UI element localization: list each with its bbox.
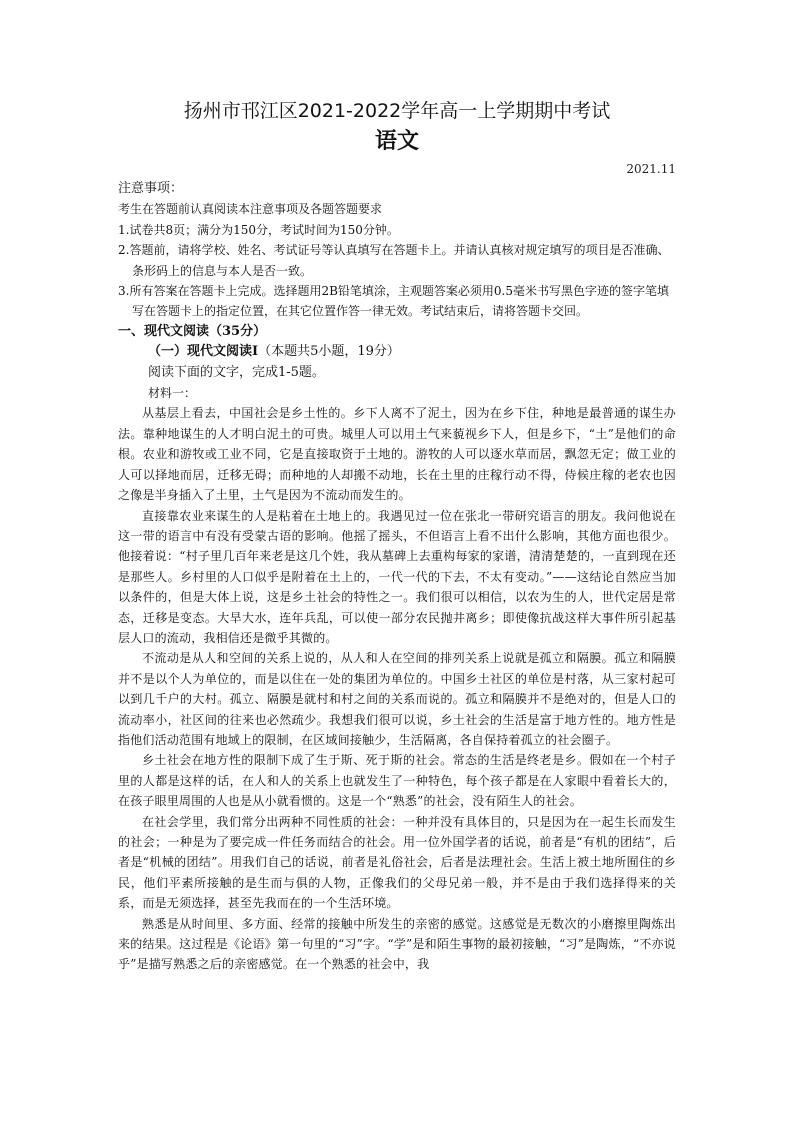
passage-paragraph: 熟悉是从时间里、多方面、经常的接触中所发生的亲密的感觉。这感觉是无数次的小磨擦里陶炼出来的结果。这过程是《论语》第一句里的“习”字。“学”是和陌生事物的最初接触，“习”是陶炼，“不亦说乎”是描写熟悉之后的亲密感觉。在一个熟悉的社会中，我 xyxy=(118,916,676,972)
notes-item-3: 3.所有答案在答题卡上完成。选择题用2B铅笔填涂，主观题答案必须用0.5毫米书写黑色字迹的签字笔填写在答题卡上的指定位置，在其它位置作答一律无效。考试结束后，请将答题卡交回。 xyxy=(118,284,669,319)
section-heading: 一、现代文阅读（35分） xyxy=(118,323,267,339)
exam-title: 扬州市邗江区2021-2022学年高一上学期期中考试 xyxy=(183,100,611,122)
subsection-detail: （本题共5小题，19分） xyxy=(258,344,400,360)
exam-date: 2021.11 xyxy=(626,162,676,176)
passage-paragraph: 直接靠农业来谋生的人是粘着在土地上的。我遇见过一位在张北一带研究语言的朋友。我问他说在这一带的语言中有没有受蒙古语的影响。他摇了摇头，不但语言上看不出什么影响，其他方面也很少。他接着说：“村子里几百年来老是这几个姓，我从墓碑上去重构每家的家谱，清清楚楚的，一直到现在还是那些人。乡村里的人口似乎是附着在土上的，一代一代的下去，不太有变动。”——这结论自然应当加以条件的，但是大体上说，这是乡土社会的特性之一。我们很可以相信，以农为生的人，世代定居是常态，迁移是变态。大旱大水，连年兵乱，可以使一部分农民抛井离乡；即使像抗战这样大事件所引起基层人口的流动，我相信还是微乎其微的。 xyxy=(118,508,676,645)
subject-title: 语文 xyxy=(374,129,419,154)
passage-paragraph: 在社会学里，我们常分出两种不同性质的社会：一种并没有具体目的，只是因为在一起生长而发生的社会；一种是为了要完成一件任务而结合的社会。用一位外国学者的话说，前者是“有机的团结”，后者是“机械的团结”。用我们自己的话说，前者是礼俗社会，后者是法理社会。生活上被土地所囿住的乡民，他们平素所接触的是生而与俱的人物，正像我们的父母兄弟一般，并不是由于我们选择得来的关系，而是无须选择，甚至先我而在的一个生活环境。 xyxy=(118,814,676,911)
reading-instruction: 阅读下面的文字，完成1-5题。 xyxy=(148,364,325,380)
notes-intro: 考生在答题前认真阅读本注意事项及各题答题要求 xyxy=(118,202,383,217)
passage-paragraph: 乡土社会在地方性的限制下成了生于斯、死于斯的社会。常态的生活是终老是乡。假如在一个村子里的人都是这样的话，在人和人的关系上也就发生了一种特色，每个孩子都是在人家眼中看着长大的，在孩子眼里周围的人也是从小就看惯的。这是一个“熟悉”的社会，没有陌生人的社会。 xyxy=(118,753,676,809)
notes-item-2: 2.答题前，请将学校、姓名、考试证号等认真填写在答题卡上。并请认真核对规定填写的项目是否准确、条形码上的信息与本人是否一致。 xyxy=(118,243,670,278)
subsection-heading xyxy=(118,342,676,362)
passage-paragraph: 不流动是从人和空间的关系上说的，从人和人在空间的排列关系上说就是孤立和隔膜。孤立和隔膜并不是以个人为单位的，而是以住在一处的集团为单位的。中国乡土社区的单位是村落，从三家村起可以到几千户的大村。孤立、隔膜是就村和村之间的关系而说的。孤立和隔膜并不是绝对的，但是人口的流动率小，社区间的往来也必然疏少。我想我们很可以说，乡土社会的生活是富于地方性的。地方性是指他们活动范围有地域上的限制，在区域间接触少，生活隔离，各自保持着孤立的社会圈子。 xyxy=(118,651,676,747)
material-label: 材料一： xyxy=(148,386,197,401)
document-body xyxy=(118,179,676,975)
notes-item-1: 1.试卷共8页；满分为150分，考试时间为150分钟。 xyxy=(118,222,399,237)
passage-paragraph: 从基层上看去，中国社会是乡土性的。乡下人离不了泥土，因为在乡下住，种地是最普通的谋生办法。靠种地谋生的人才明白泥土的可贵。城里人可以用土气来藐视乡下人，但是乡下，“土”是他们的命根。农业和游牧或工业不同，它是直接取资于土地的。游牧的人可以逐水草而居，飘忽无定；做工业的人可以择地而居，迁移无碍；而种地的人却搬不动地，长在土里的庄稼行动不得，侍候庄稼的老农也因之像是半身插入了土里，土气是因为不流动而发生的。 xyxy=(118,406,676,503)
notes-heading: 注意事项： xyxy=(118,181,184,196)
subsection-title: （一）现代文阅读Ⅰ xyxy=(148,344,259,360)
